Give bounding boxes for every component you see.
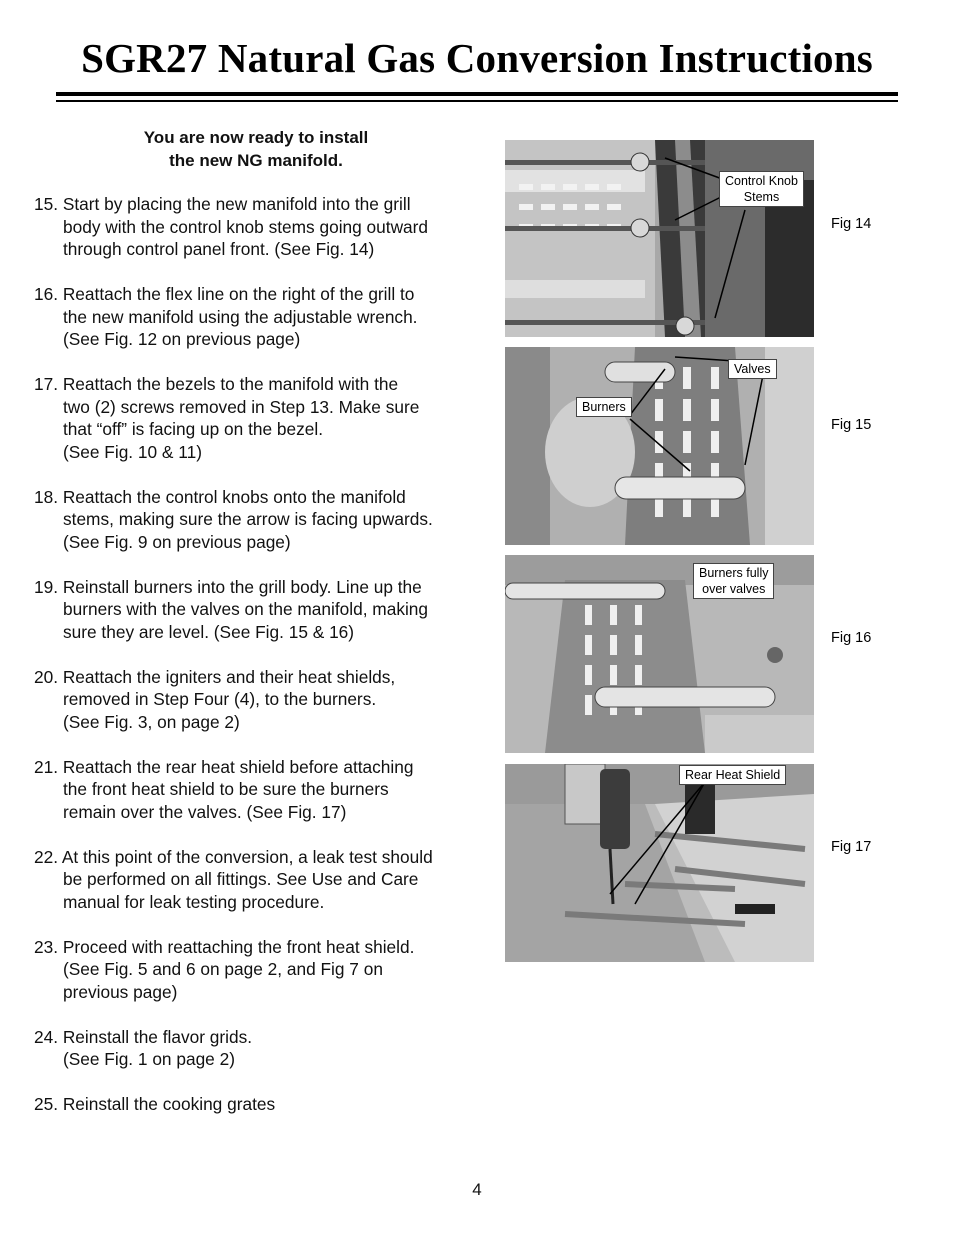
step-25 xyxy=(34,1093,484,1116)
fig-17-photo xyxy=(505,764,814,962)
step-21-first-line: 21. Reattach the rear heat shield before attaching xyxy=(34,756,414,777)
step-17-first-line: 17. Reattach the bezels to the manifold with the xyxy=(34,374,399,394)
step-23-continuation: (See Fig. 5 and 6 on page 2, and Fig 7 on previous page) xyxy=(63,959,383,1002)
callout-rear-heat-shield: Rear Heat Shield xyxy=(679,765,786,785)
step-23 xyxy=(34,936,484,1004)
title-rule-thin xyxy=(56,100,898,102)
fig-14-photo xyxy=(505,140,814,337)
step-16-first-line: 16. Reattach the flex line on the right of the grill to xyxy=(34,284,415,304)
step-19-first-line: 19. Reinstall burners into the grill body. Line up the xyxy=(34,576,422,597)
step-16 xyxy=(34,283,484,351)
step-17-continuation: two (2) screws removed in Step 13. Make sure that “off” is facing up on the bezel. (See Fig. 10 & 11) xyxy=(63,396,420,462)
intro-line-2: the new NG manifold. xyxy=(169,151,343,170)
step-15 xyxy=(34,193,484,261)
step-15-first-line: 15. Start by placing the new manifold into the grill xyxy=(34,194,411,214)
fig-16-label: Fig 16 xyxy=(831,630,872,646)
step-17 xyxy=(34,373,484,463)
step-24 xyxy=(34,1026,484,1071)
step-25-first-line: 25. Reinstall the cooking grates xyxy=(34,1094,276,1114)
fig-15-label: Fig 15 xyxy=(831,417,872,433)
step-15-continuation: body with the control knob stems going outward through control panel front. (See Fig. 14) xyxy=(63,216,429,259)
fig-15-photo xyxy=(505,347,814,545)
step-20-first-line: 20. Reattach the igniters and their heat shields, xyxy=(34,666,396,687)
callout-burners: Burners xyxy=(576,397,632,417)
step-24-continuation: (See Fig. 1 on page 2) xyxy=(63,1049,235,1069)
intro-heading xyxy=(60,126,452,172)
steps-list xyxy=(34,193,484,1138)
step-22-first-line: 22. At this point of the conversion, a leak test should xyxy=(34,846,433,867)
step-19-continuation: burners with the valves on the manifold, making sure they are level. (See Fig. 15 & 16) xyxy=(63,599,429,642)
step-20 xyxy=(34,666,484,734)
step-16-continuation: the new manifold using the adjustable wrench. (See Fig. 12 on previous page) xyxy=(63,306,418,349)
intro-line-1: You are now ready to install xyxy=(143,128,369,147)
fig-14-label: Fig 14 xyxy=(831,216,872,232)
title-rule-thick xyxy=(56,92,898,96)
fig-16-photo xyxy=(505,555,814,753)
step-19 xyxy=(34,576,484,644)
step-18-continuation: stems, making sure the arrow is facing upwards. (See Fig. 9 on previous page) xyxy=(63,509,433,552)
fig-17-illustration xyxy=(505,764,814,962)
step-22-continuation: be performed on all fittings. See Use and Care manual for leak testing procedure. xyxy=(63,869,419,912)
step-21 xyxy=(34,756,484,824)
step-24-first-line: 24. Reinstall the flavor grids. xyxy=(34,1026,253,1047)
fig-14-illustration xyxy=(505,140,814,337)
step-18 xyxy=(34,486,484,554)
callout-valves: Valves xyxy=(728,359,777,379)
step-18-first-line: 18. Reattach the control knobs onto the manifold xyxy=(34,486,406,507)
step-23-first-line: 23. Proceed with reattaching the front heat shield. xyxy=(34,936,415,957)
callout-burners-fully-over-valves: Burners fully over valves xyxy=(693,563,774,599)
step-22 xyxy=(34,846,484,914)
fig-17-label: Fig 17 xyxy=(831,839,872,855)
callout-control-knob-stems: Control Knob Stems xyxy=(719,171,804,207)
page-number: 4 xyxy=(472,1180,482,1199)
page-title: SGR27 Natural Gas Conversion Instructions xyxy=(81,35,873,81)
step-21-continuation: the front heat shield to be sure the burners remain over the valves. (See Fig. 17) xyxy=(63,779,389,822)
step-20-continuation: removed in Step Four (4), to the burners. (See Fig. 3, on page 2) xyxy=(63,689,377,732)
